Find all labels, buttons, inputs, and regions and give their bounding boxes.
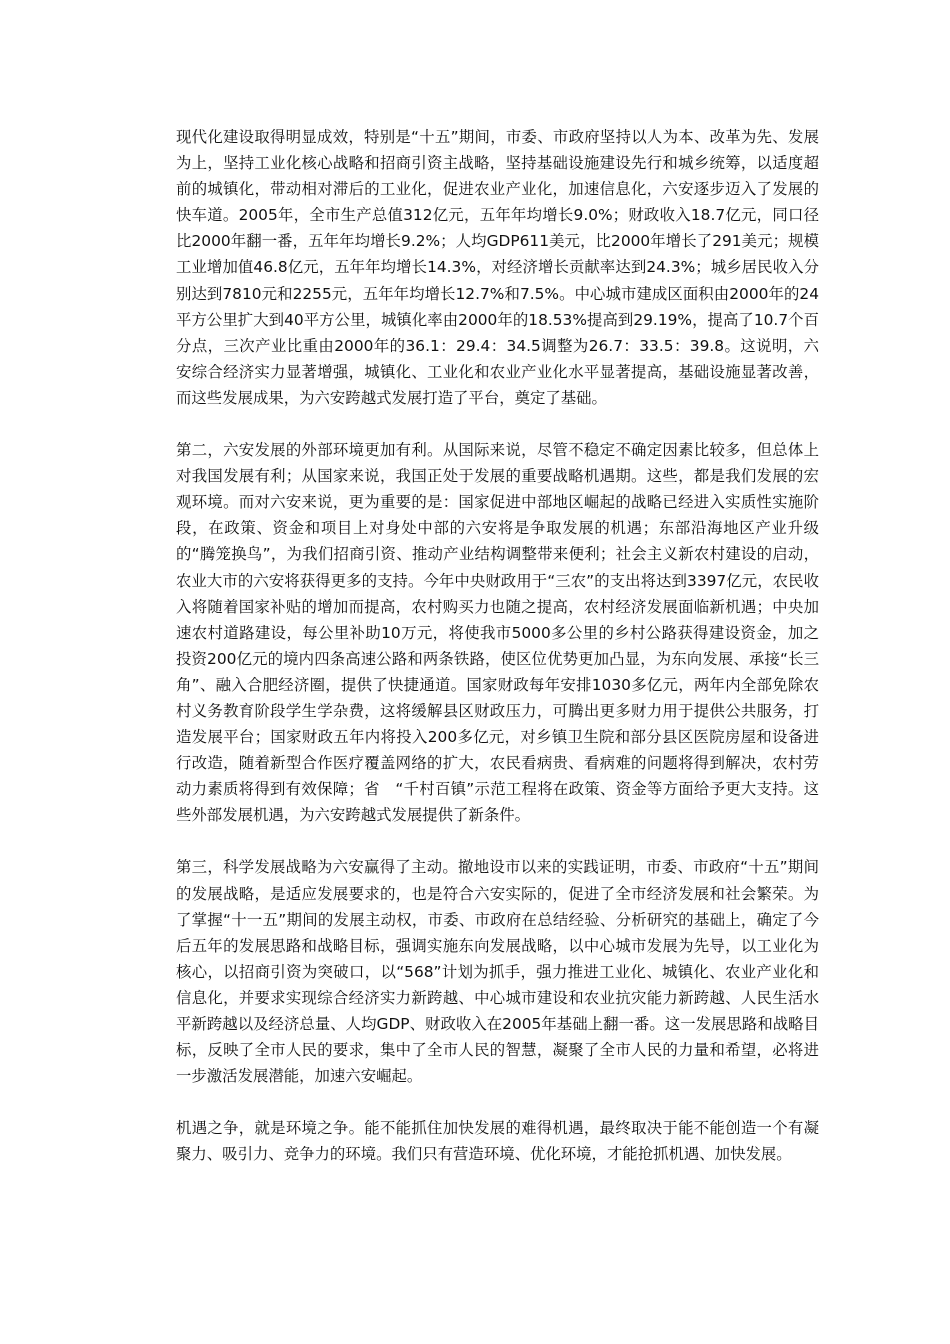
paragraph-development-strategy: 第三，科学发展战略为六安赢得了主动。撤地设市以来的实践证明，市委、市政府“十五”期间的发展战略，是适应发展要求的，也是符合六安实际的，促进了全市经济发展和社会繁荣。为了掌握“十一五”期间的发展主动权，市委、市政府在总结经验、分析研究的基础上，确定了今后五年的发展思路和战略目标，强调实施东向发展战略，以中心城市发展为先导，以工业化为核心，以招商引资为突破口，以“568”计划为抓手，强力推进工业化、城镇化、农业产业化和信息化，并要求实现综合经济实力新跨越、中心城市建设和农业抗灾能力新跨越、人民生活水平新跨越以及经济总量、人均GDP、财政收入在2005年基础上翻一番。这一发展思路和战略目标，反映了全市人民的要求，集中了全市人民的智慧，凝聚了全市人民的力量和希望，必将进一步激活发展潜能，加速六安崛起。	[176, 858, 819, 1086]
paragraph-external-environment: 第二，六安发展的外部环境更加有利。从国际来说，尽管不稳定不确定因素比较多，但总体上对我国发展有利；从国家来说，我国正处于发展的重要战略机遇期。这些，都是我们发展的宏观环境。而对六安来说，更为重要的是：国家促进中部地区崛起的战略已经进入实质性实施阶段，在政策、资金和项目上对身处中部的六安将是争取发展的机遇；东部沿海地区产业升级的“腾笼换鸟”，为我们招商引资、推动产业结构调整带来便利；社会主义新农村建设的启动，农业大市的六安将获得更多的支持。今年中央财政用于“三农”的支出将达到3397亿元，农民收入将随着国家补贴的增加而提高，农村购买力也随之提高，农村经济发展面临新机遇；中央加速农村道路建设，每公里补助10万元，将使我市5000多公里的乡村公路获得建设资金，加之投资200亿元的境内四条高速公路和两条铁路，使区位优势更加凸显，为东向发展、承接“长三角”、融入合肥经济圈，提供了快捷通道。国家财政每年安排1030多亿元，两年内全部免除农村义务教育阶段学生学杂费，这将缓解县区财政压力，可腾出更多财力用于提供公共服务，打造发展平台；国家财政五年内将投入200多亿元，对乡镇卫生院和部分县区医院房屋和设备进行改造，随着新型合作医疗覆盖网络的扩大，农民看病贵、看病难的问题将得到解决，农村劳动力素质将得到有效保障；省 “千村百镇”示范工程将在政策、资金等方面给予更大支持。这些外部发展机遇，为六安跨越式发展提供了新条件。	[176, 441, 819, 825]
paragraph-achievements: 现代化建设取得明显成效，特别是“十五”期间，市委、市政府坚持以人为本、改革为先、发展为上，坚持工业化核心战略和招商引资主战略，坚持基础设施建设先行和城乡统筹，以适度超前的城镇化，带动相对滞后的工业化，促进农业产业化，加速信息化，六安逐步迈入了发展的快车道。2005年，全市生产总值312亿元，五年年均增长9.0%；财政收入18.7亿元，同口径比2000年翻一番，五年年均增长9.2%；人均GDP611美元，比2000年增长了291美元；规模工业增加值46.8亿元，五年年均增长14.3%，对经济增长贡献率达到24.3%；城乡居民收入分别达到7810元和2255元，五年年均增长12.7%和7.5%。中心城市建成区面积由2000年的24平方公里扩大到40平方公里，城镇化率由2000年的18.53%提高到29.19%，提高了10.7个百分点，三次产业比重由2000年的36.1：29.4：34.5调整为26.7：33.5：39.8。这说明，六安综合经济实力显著增强，城镇化、工业化和农业产业化水平显著提高，基础设施显著改善，而这些发展成果，为六安跨越式发展打造了平台，奠定了基础。	[176, 128, 819, 407]
paragraph-conclusion: 机遇之争，就是环境之争。能不能抓住加快发展的难得机遇，最终取决于能不能创造一个有凝聚力、吸引力、竞争力的环境。我们只有营造环境、优化环境，才能抢抓机遇、加快发展。	[176, 1119, 819, 1164]
document-body	[176, 124, 819, 1193]
